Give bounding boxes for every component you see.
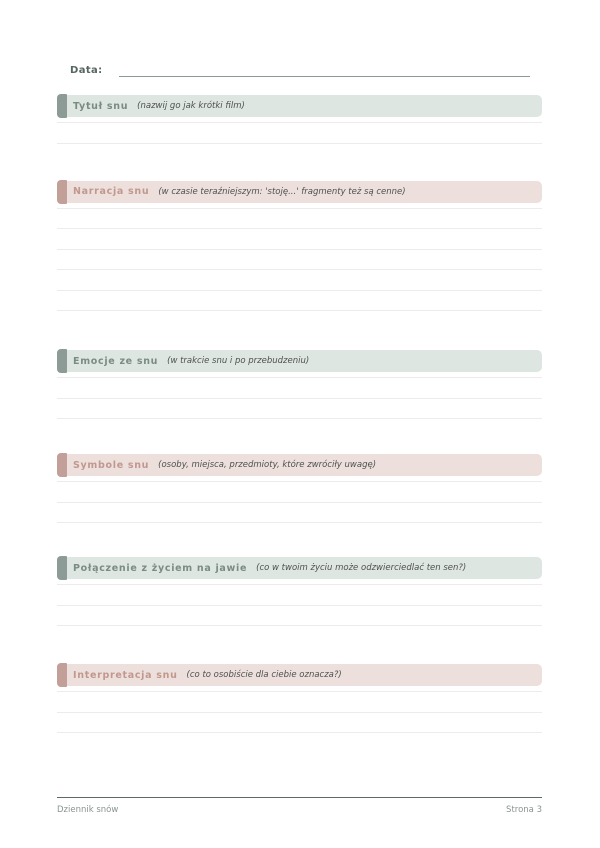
section-hint: (osoby, miejsca, przedmioty, które zwróciły uwagę) (158, 460, 377, 470)
section-tab (57, 94, 67, 118)
section-dream-emotions (57, 350, 542, 419)
page-content (57, 0, 542, 733)
ruled-line (57, 123, 542, 144)
section-title: Narracja snu (73, 186, 150, 197)
ruled-lines (57, 117, 542, 144)
section-header (57, 350, 542, 372)
ruled-line (57, 291, 542, 312)
footer-rule (57, 797, 542, 798)
ruled-line (57, 585, 542, 606)
date-row (57, 62, 542, 77)
ruled-line (57, 692, 542, 713)
section-hint: (w trakcie snu i po przebudzeniu) (167, 356, 310, 366)
section-title: Emocje ze snu (73, 355, 159, 367)
ruled-lines (57, 476, 542, 523)
date-label: Data: (70, 65, 103, 76)
footer-document-title: Dziennik snów (57, 805, 119, 815)
section-header (57, 181, 542, 203)
ruled-line (57, 482, 542, 503)
ruled-line (57, 250, 542, 271)
section-tab (57, 663, 67, 687)
ruled-lines (57, 372, 542, 419)
footer-page-number: Strona 3 (506, 805, 542, 815)
section-header (57, 454, 542, 476)
section-header (57, 557, 542, 579)
section-dream-narrative (57, 181, 542, 312)
section-dream-title (57, 95, 542, 144)
section-hint: (nazwij go jak krótki film) (137, 101, 245, 111)
section-tab (57, 453, 67, 477)
section-title: Interpretacja snu (73, 669, 178, 681)
ruled-line (57, 503, 542, 524)
section-tab (57, 349, 67, 373)
section-waking-life-connection (57, 557, 542, 626)
page-footer (57, 797, 542, 815)
section-dream-interpretation (57, 664, 542, 733)
ruled-line (57, 378, 542, 399)
section-title: Tytuł snu (73, 100, 129, 112)
ruled-line (57, 229, 542, 250)
section-dream-symbols (57, 454, 542, 523)
section-hint: (co to osobiście dla ciebie oznacza?) (186, 670, 342, 680)
date-fill-line (119, 62, 530, 77)
section-hint: (co w twoim życiu może odzwierciedlać ten sen?) (256, 563, 467, 573)
ruled-lines (57, 203, 542, 312)
section-header (57, 95, 542, 117)
ruled-line (57, 606, 542, 627)
ruled-line (57, 270, 542, 291)
ruled-line (57, 399, 542, 420)
section-title: Symbole snu (73, 459, 150, 471)
section-tab (57, 556, 67, 580)
section-tab (57, 180, 67, 204)
ruled-line (57, 713, 542, 734)
ruled-lines (57, 686, 542, 733)
section-header (57, 664, 542, 686)
section-hint: (w czasie teraźniejszym: 'stoję...' fragmenty też są cenne) (158, 186, 406, 197)
section-title: Połączenie z życiem na jawie (73, 562, 248, 574)
ruled-line (57, 209, 542, 230)
ruled-lines (57, 579, 542, 626)
